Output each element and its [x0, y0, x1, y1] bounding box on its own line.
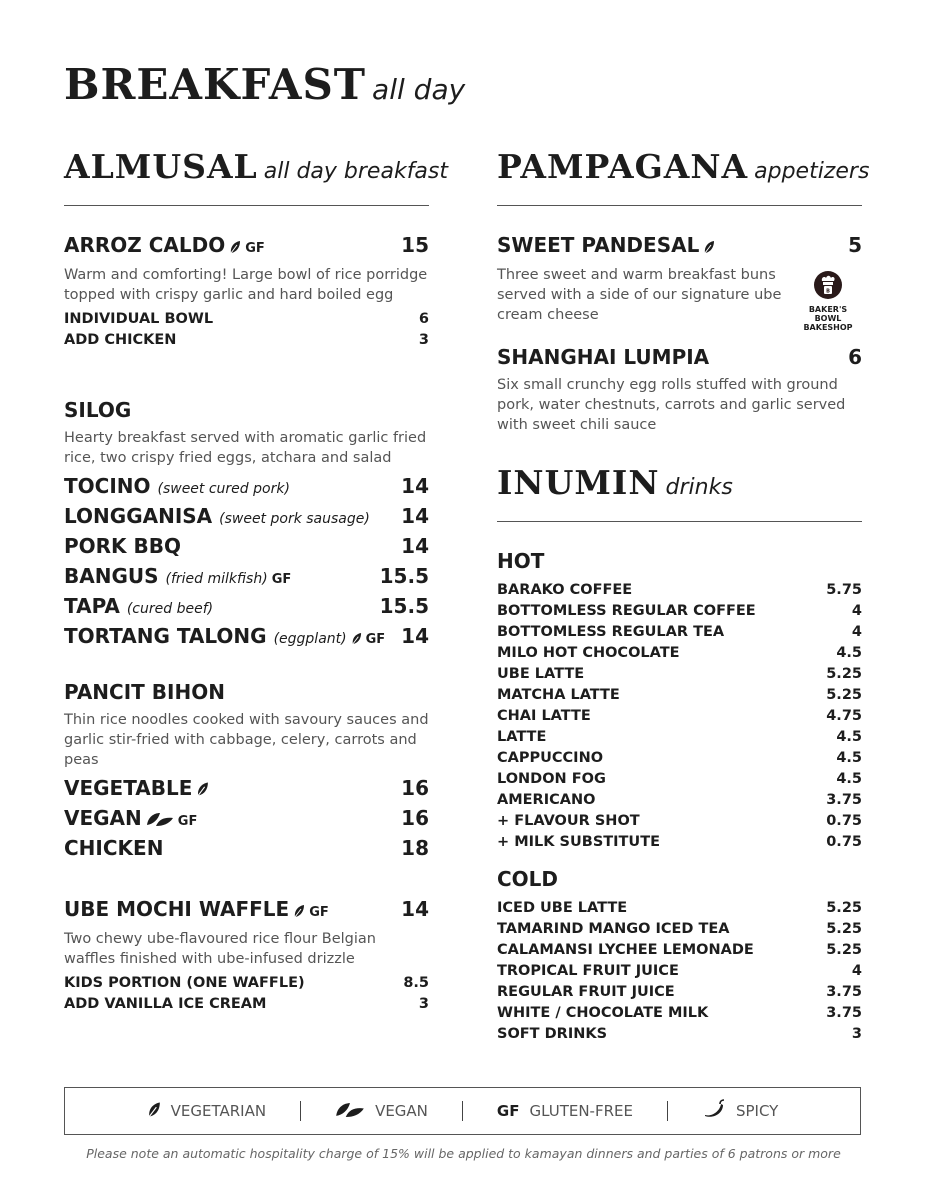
drink-row	[497, 768, 862, 789]
logo-text-line1: BAKER'S BOWL	[808, 305, 848, 323]
chili-icon	[702, 1099, 726, 1123]
item-label: TAPA	[64, 594, 120, 618]
drink-price: 5.75	[826, 581, 862, 598]
drink-name: CALAMANSI LYCHEE LEMONADE	[497, 941, 754, 958]
hot-drinks-list	[497, 579, 862, 852]
item-label: VEGETABLE	[64, 776, 193, 800]
drink-row	[497, 579, 862, 600]
option-label: ADD VANILLA ICE CREAM	[64, 996, 267, 1012]
option-label: ADD CHICKEN	[64, 332, 177, 348]
drink-name: ICED UBE LATTE	[497, 899, 628, 916]
hot-drinks-block	[497, 549, 862, 852]
silog-item	[64, 474, 429, 504]
waffle-row	[64, 897, 429, 923]
option-price: 3	[418, 996, 429, 1012]
drink-price: 3.75	[826, 1004, 862, 1021]
drink-row	[497, 1023, 862, 1044]
drink-row	[497, 939, 862, 960]
drink-name: CHAI LATTE	[497, 707, 591, 724]
drink-price: 3	[851, 1025, 862, 1042]
leaf-icon	[229, 235, 241, 259]
svg-text:B: B	[826, 288, 830, 295]
drink-name: AMERICANO	[497, 791, 596, 808]
drink-name: + MILK SUBSTITUTE	[497, 833, 661, 850]
waffle-block	[64, 897, 429, 1015]
leaf-icon	[703, 235, 715, 259]
option-price: 6	[418, 311, 429, 327]
double-leaf-icon	[335, 1101, 365, 1122]
arroz-caldo-name	[64, 233, 265, 259]
pancit-name: PANCIT BIHON	[64, 680, 225, 704]
item-price: 15.5	[379, 564, 429, 588]
pancit-item-name	[64, 836, 163, 860]
option-row	[64, 330, 429, 351]
logo-text-line2: BAKESHOP	[803, 323, 853, 332]
drink-price: 4.75	[826, 707, 862, 724]
drink-name: BOTTOMLESS REGULAR TEA	[497, 623, 725, 640]
silog-item-name	[64, 504, 370, 528]
hot-heading: HOT	[497, 549, 545, 573]
dietary-legend	[64, 1087, 861, 1135]
leaf-icon	[351, 626, 362, 650]
drink-name: LONDON FOG	[497, 770, 606, 787]
silog-item	[64, 504, 429, 534]
drink-price: 5.25	[826, 941, 862, 958]
item-price: 16	[401, 776, 429, 800]
chef-logo-icon	[813, 285, 843, 304]
drink-name: BARAKO COFFEE	[497, 581, 633, 598]
pandesal-name	[497, 233, 715, 259]
gf-badge: GF	[365, 632, 386, 647]
legend-gluten-free	[463, 1102, 667, 1120]
drink-price: 3.75	[826, 791, 862, 808]
legend-gluten-free-label: GLUTEN-FREE	[529, 1102, 633, 1120]
item-note: (sweet cured pork)	[157, 481, 290, 497]
drink-row	[497, 1002, 862, 1023]
gf-badge: GF	[245, 241, 265, 256]
waffle-name	[64, 897, 329, 923]
page-subtitle: all day	[372, 73, 466, 106]
legend-spicy-label: SPICY	[735, 1102, 779, 1120]
silog-item-name	[64, 474, 290, 498]
silog-desc: Hearty breakfast served with aromatic garlic fried rice, two crispy fried eggs, atchara and salad	[64, 430, 427, 466]
item-price: 14	[401, 504, 429, 528]
pancit-item	[64, 836, 429, 866]
item-note: (eggplant)	[273, 631, 347, 647]
pancit-item	[64, 776, 429, 806]
drink-row	[497, 981, 862, 1002]
lumpia-desc: Six small crunchy egg rolls stuffed with ground pork, water chestnuts, carrots and garlic served with sweet chili sauce	[497, 377, 846, 433]
drink-row	[497, 789, 862, 810]
item-note: (cured beef)	[126, 601, 214, 617]
drink-price: 0.75	[826, 812, 862, 829]
inumin-divider	[497, 521, 862, 522]
silog-item-name	[64, 624, 385, 650]
item-price: 15.5	[379, 594, 429, 618]
bakers-bowl-logo	[800, 270, 856, 332]
drink-row	[497, 897, 862, 918]
almusal-divider	[64, 205, 429, 206]
pancit-item-name	[64, 806, 197, 832]
silog-block	[64, 398, 429, 654]
lumpia-name: SHANGHAI LUMPIA	[497, 345, 710, 369]
drink-row	[497, 642, 862, 663]
page-title	[64, 60, 466, 109]
drink-name: BOTTOMLESS REGULAR COFFEE	[497, 602, 756, 619]
pampagana-subtitle: appetizers	[754, 159, 870, 184]
pancit-block	[64, 680, 429, 866]
item-label: CHICKEN	[64, 836, 164, 860]
option-label: INDIVIDUAL BOWL	[64, 311, 214, 327]
pandesal-desc: Three sweet and warm breakfast buns served with a side of our signature ube cream cheese	[497, 266, 782, 323]
pampagana-divider	[497, 205, 862, 206]
item-label: VEGAN	[64, 806, 142, 830]
item-label: PORK BBQ	[64, 534, 182, 558]
lumpia-block	[497, 345, 862, 435]
item-note: (fried milkfish)	[165, 571, 268, 587]
arroz-caldo-block	[64, 233, 429, 351]
drink-price: 5.25	[826, 899, 862, 916]
leaf-icon	[293, 899, 305, 923]
drink-row	[497, 621, 862, 642]
drink-row	[497, 663, 862, 684]
silog-item	[64, 564, 429, 594]
drink-row	[497, 810, 862, 831]
drink-price: 5.25	[826, 920, 862, 937]
pandesal-label: SWEET PANDESAL	[497, 233, 700, 257]
item-price: 14	[401, 534, 429, 558]
pampagana-header	[497, 147, 870, 186]
drink-name: TROPICAL FRUIT JUICE	[497, 962, 679, 979]
gf-badge: GF	[271, 572, 292, 587]
arroz-caldo-label: ARROZ CALDO	[64, 233, 226, 257]
silog-item	[64, 534, 429, 564]
cold-heading: COLD	[497, 867, 559, 891]
option-row	[64, 973, 429, 994]
item-price: 18	[401, 836, 429, 860]
page-title-text: BREAKFAST	[64, 60, 367, 109]
drink-row	[497, 726, 862, 747]
drink-name: SOFT DRINKS	[497, 1025, 608, 1042]
almusal-title: ALMUSAL	[64, 147, 258, 186]
drink-row	[497, 747, 862, 768]
drink-price: 4	[851, 602, 862, 619]
item-label: TOCINO	[64, 474, 151, 498]
drink-name: LATTE	[497, 728, 547, 745]
drink-row	[497, 831, 862, 852]
option-label: KIDS PORTION (ONE WAFFLE)	[64, 975, 305, 991]
gf-badge: GF	[177, 814, 198, 829]
item-price: 14	[401, 624, 429, 648]
cold-drinks-block	[497, 867, 862, 1044]
inumin-header	[497, 463, 733, 502]
waffle-price: 14	[401, 897, 429, 921]
item-note: (sweet pork sausage)	[219, 511, 370, 527]
pampagana-title: PAMPAGANA	[497, 147, 749, 186]
item-label: LONGGANISA	[64, 504, 213, 528]
drink-name: TAMARIND MANGO ICED TEA	[497, 920, 730, 937]
legend-vegan-label: VEGAN	[375, 1102, 428, 1120]
drink-row	[497, 684, 862, 705]
drink-price: 5.25	[826, 686, 862, 703]
option-row	[64, 309, 429, 330]
silog-item	[64, 594, 429, 624]
double-leaf-icon	[146, 808, 174, 832]
legend-vegetarian-label: VEGETARIAN	[170, 1102, 267, 1120]
leaf-icon	[196, 778, 209, 802]
pancit-item	[64, 806, 429, 836]
cold-drinks-list	[497, 897, 862, 1044]
drink-name: CAPPUCCINO	[497, 749, 604, 766]
pandesal-row	[497, 233, 862, 259]
drink-price: 0.75	[826, 833, 862, 850]
drink-name: REGULAR FRUIT JUICE	[497, 983, 675, 1000]
waffle-options	[64, 973, 429, 1015]
drink-name: MATCHA LATTE	[497, 686, 620, 703]
legend-vegan	[301, 1101, 462, 1122]
drink-price: 5.25	[826, 665, 862, 682]
hospitality-footnote: Please note an automatic hospitality charge of 15% will be applied to kamayan dinners and parties of 6 patrons or more	[86, 1146, 841, 1161]
waffle-desc: Two chewy ube-flavoured rice flour Belgian waffles finished with ube-infused drizzle	[64, 930, 376, 967]
arroz-caldo-row	[64, 233, 429, 259]
pancit-desc: Thin rice noodles cooked with savoury sauces and garlic stir-fried with cabbage, celery, carrots and peas	[64, 712, 429, 768]
pandesal-price: 5	[848, 233, 862, 257]
drink-price: 4	[851, 623, 862, 640]
pancit-items	[64, 776, 429, 866]
legend-vegetarian	[113, 1101, 300, 1122]
arroz-caldo-desc: Warm and comforting! Large bowl of rice porridge topped with crispy garlic and hard boiled egg	[64, 266, 428, 303]
drink-name: + FLAVOUR SHOT	[497, 812, 640, 829]
drink-price: 3.75	[826, 983, 862, 1000]
almusal-header	[64, 147, 449, 186]
item-label: TORTANG TALONG	[64, 624, 267, 648]
option-price: 3	[418, 332, 429, 348]
item-label: BANGUS	[64, 564, 159, 588]
silog-item	[64, 624, 429, 654]
item-price: 14	[401, 474, 429, 498]
silog-name: SILOG	[64, 398, 132, 422]
drink-name: WHITE / CHOCOLATE MILK	[497, 1004, 709, 1021]
silog-items	[64, 474, 429, 654]
drink-price: 4.5	[836, 770, 862, 787]
gf-abbr: GF	[496, 1102, 520, 1120]
pancit-item-name	[64, 776, 209, 802]
drink-row	[497, 960, 862, 981]
drink-price: 4.5	[836, 728, 862, 745]
silog-item-name	[64, 594, 213, 618]
silog-item-name	[64, 564, 291, 588]
inumin-title: INUMIN	[497, 463, 660, 502]
lumpia-price: 6	[848, 345, 862, 369]
option-row	[64, 994, 429, 1015]
drink-price: 4.5	[836, 644, 862, 661]
gf-badge: GF	[309, 905, 329, 920]
drink-price: 4.5	[836, 749, 862, 766]
drink-row	[497, 600, 862, 621]
arroz-caldo-price: 15	[401, 233, 429, 257]
leaf-icon	[147, 1101, 161, 1122]
item-price: 16	[401, 806, 429, 830]
legend-spicy	[668, 1099, 812, 1123]
almusal-subtitle: all day breakfast	[263, 159, 449, 184]
drink-row	[497, 918, 862, 939]
drink-name: UBE LATTE	[497, 665, 585, 682]
inumin-subtitle: drinks	[665, 475, 733, 500]
drink-row	[497, 705, 862, 726]
lumpia-row	[497, 345, 862, 369]
drink-name: MILO HOT CHOCOLATE	[497, 644, 680, 661]
waffle-label: UBE MOCHI WAFFLE	[64, 897, 290, 921]
drink-price: 4	[851, 962, 862, 979]
option-price: 8.5	[403, 975, 429, 991]
silog-item-name	[64, 534, 181, 558]
arroz-caldo-options	[64, 309, 429, 351]
